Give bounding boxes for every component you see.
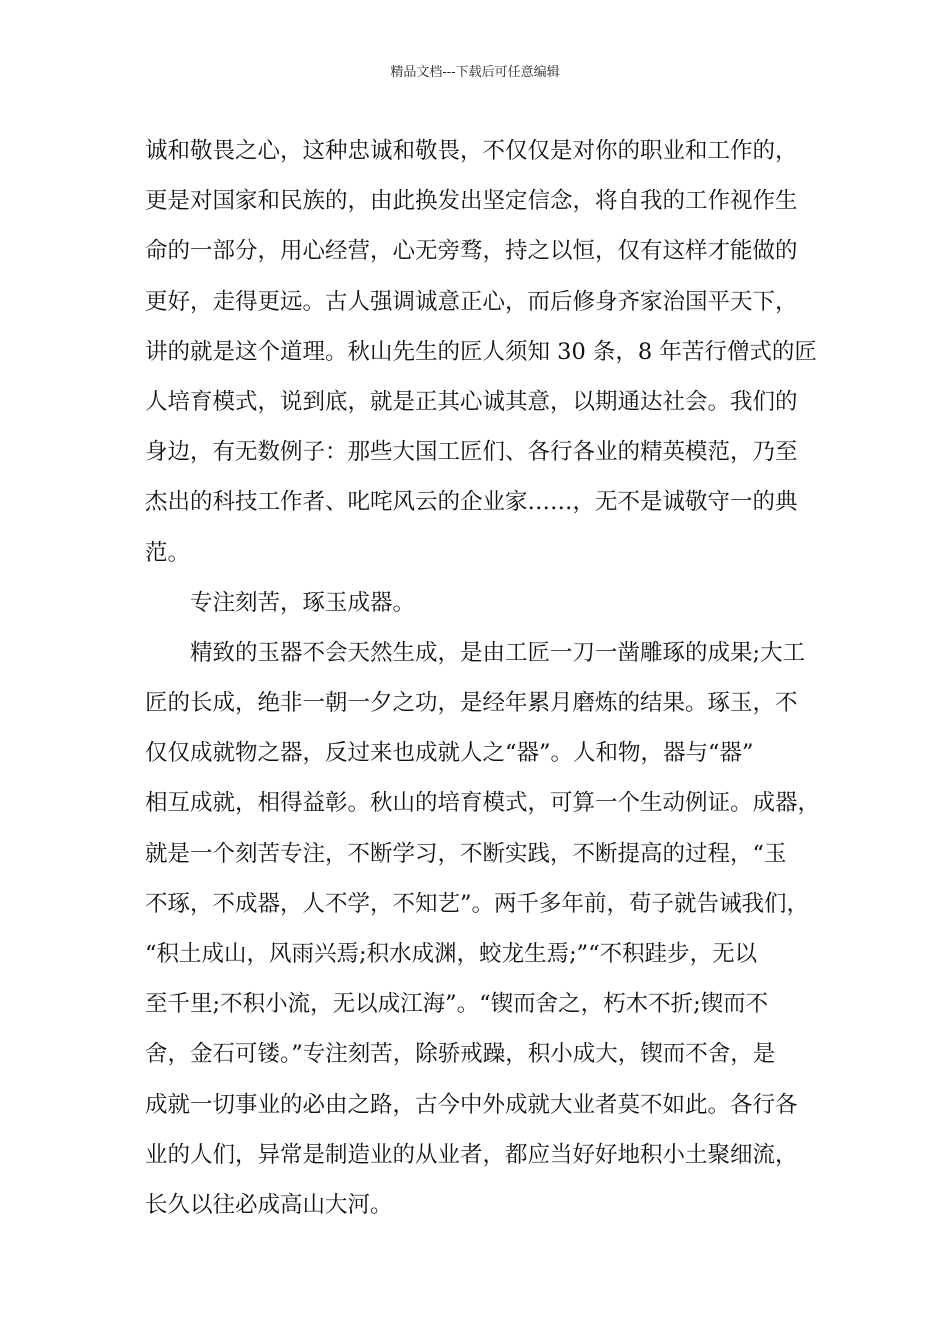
text-line: 匠的长成，绝非一朝一夕之功，是经年累月磨炼的结果。琢玉，不 [145, 690, 798, 717]
page-header: 精品文档---下载后可任意编辑 [390, 65, 560, 80]
text-line: 杰出的科技工作者、叱咤风云的企业家……，无不是诚敬守一的典 [145, 489, 798, 516]
text-line: 更好，走得更远。古人强调诚意正心，而后修身齐家治国平天下， [145, 288, 798, 315]
text-line: 身边，有无数例子：那些大国工匠们、各行各业的精英模范，乃至 [145, 439, 798, 466]
document-body [145, 126, 825, 1230]
text-line: 人培育模式，说到底，就是正其心诚其意，以期通达社会。我们的 [145, 388, 798, 415]
text-line: 成就一切事业的必由之路，古今中外成就大业者莫不如此。各行各 [145, 1091, 798, 1118]
text-line: 讲的就是这个道理。秋山先生的匠人须知 30 条，8 年苦行僧式的匠 [145, 338, 817, 365]
text-line: 精致的玉器不会天然生成，是由工匠一刀一凿雕琢的成果;大工 [190, 639, 806, 666]
text-line: 不琢，不成器，人不学，不知艺”。两千多年前，荀子就告诫我们， [145, 890, 810, 917]
text-line: 仅仅成就物之器，反过来也成就人之“器”。人和物，器与“器” [145, 740, 754, 767]
text-line: 诚和敬畏之心，这种忠诚和敬畏，不仅仅是对你的职业和工作的， [145, 138, 798, 164]
text-line: 就是一个刻苦专注，不断学习，不断实践，不断提高的过程，“玉 [145, 840, 787, 867]
text-line: 业的人们，异常是制造业的从业者，都应当好好地积小土聚细流， [145, 1141, 798, 1168]
text-line: 范。 [145, 539, 191, 566]
text-line: 相互成就，相得益彰。秋山的培育模式，可算一个生动例证。成器， [145, 790, 821, 817]
section-heading: 专注刻苦，琢玉成器。 [190, 589, 416, 616]
text-line: 长久以往必成高山大河。 [145, 1191, 393, 1218]
text-line: “积土成山，风雨兴焉;积水成渊，蛟龙生焉;”“不积跬步，无以 [145, 941, 758, 967]
text-line: 命的一部分，用心经营，心无旁骛，持之以恒，仅有这样才能做的 [145, 238, 798, 265]
text-line: 舍，金石可镂。”专注刻苦，除骄戒躁，积小成大，锲而不舍，是 [145, 1041, 776, 1068]
text-line: 更是对国家和民族的，由此换发出坚定信念，将自我的工作视作生 [145, 188, 798, 215]
text-line: 至千里;不积小流，无以成江海”。“锲而舍之，朽木不折;锲而不 [145, 991, 769, 1018]
